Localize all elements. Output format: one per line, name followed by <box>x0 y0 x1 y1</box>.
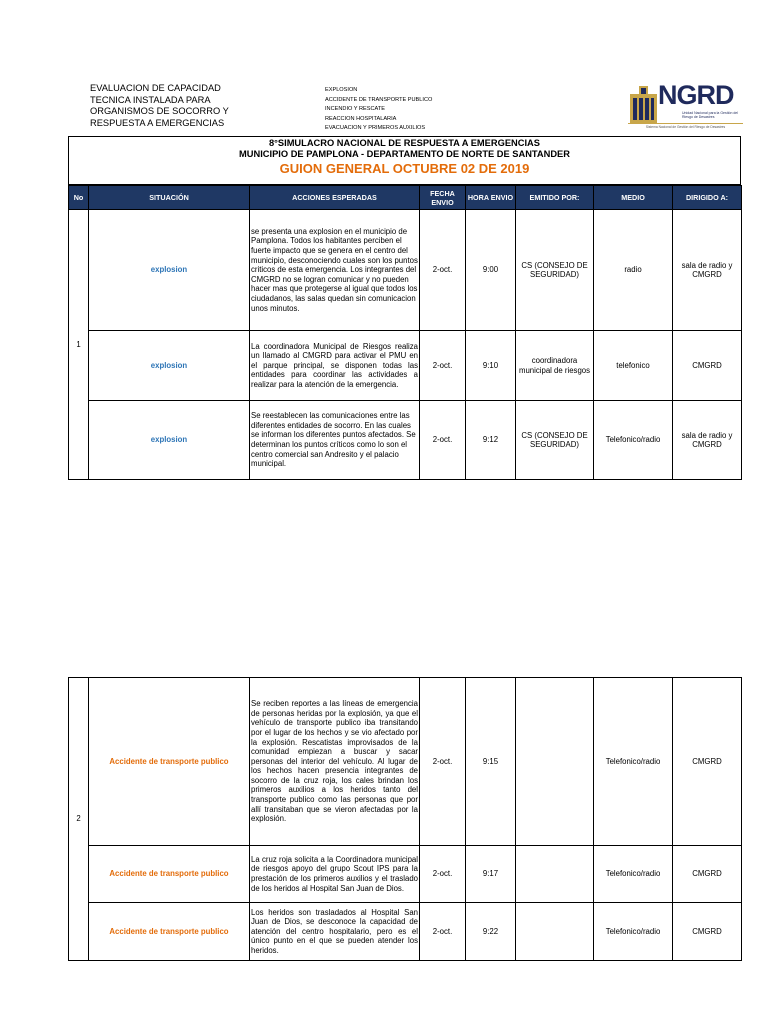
table-row <box>69 401 742 480</box>
issuer-cell <box>516 678 594 846</box>
evaluation-title-line: TECNICA INSTALADA PARA <box>90 94 211 105</box>
medium-cell: Telefonico/radio <box>594 846 673 903</box>
time-cell: 9:22 <box>466 903 516 961</box>
date-cell: 2-oct. <box>420 846 466 903</box>
scenario-item: REACCION HOSPITALARIA <box>325 115 397 122</box>
date-cell: 2-oct. <box>420 903 466 961</box>
recipient-cell: CMGRD <box>673 846 742 903</box>
column-header: SITUACIÓN <box>89 186 250 210</box>
time-cell: 9:17 <box>466 846 516 903</box>
situation-cell: explosion <box>89 331 250 401</box>
row-number: 2 <box>69 678 89 961</box>
scenario-item: EXPLOSION <box>325 87 358 93</box>
situation-cell: Accidente de transporte publico <box>89 903 250 961</box>
situation-cell: Accidente de transporte publico <box>89 846 250 903</box>
action-cell: La coordinadora Municipal de Riesgos realiza un llamado al CMGRD para activar el PMU en el parque principal, se disponen todas las entidades para coordinar las actividades a realizar para la atención de la emergencia. <box>250 331 420 401</box>
table-row <box>69 331 742 401</box>
ngrd-logo <box>628 82 743 132</box>
recipient-cell: CMGRD <box>673 903 742 961</box>
table-row <box>69 846 742 903</box>
script-title: GUION GENERAL OCTUBRE 02 DE 2019 <box>279 161 530 176</box>
logo-divider <box>628 123 743 124</box>
evaluation-title-line: EVALUACION DE CAPACIDAD <box>90 83 221 93</box>
column-header: DIRIGIDO A: <box>673 186 742 210</box>
time-cell: 9:15 <box>466 678 516 846</box>
date-cell: 2-oct. <box>420 210 466 331</box>
table-row <box>69 678 742 846</box>
recipient-cell: CMGRD <box>673 678 742 846</box>
script-table-group-2 <box>68 677 742 961</box>
action-cell: Se reestablecen las comunicaciones entre las diferentes entidades de socorro. En las cuales se informan los diferentes puntos afectados. Se determinan los puntos críticos como lo son el centro comercial san Andresito y el palacio municipal. <box>250 401 420 480</box>
time-cell: 9:00 <box>466 210 516 331</box>
action-cell: se presenta una explosion en el municipio de Pamplona. Todos los habitantes perciben el fuerte impacto que se genera en el centro del municipio, desconociendo cuales son los puntos criticos de esta emergencia. Los integrantes del CMGRD no se logran comunicar y no pueden hacer mas que protegerse al igual que todos los ciudadanos, las salas quedan sin comunicacion unos minutos. <box>250 210 420 331</box>
column-header: HORA ENVIO <box>466 186 516 210</box>
document-title-box <box>68 136 741 185</box>
action-cell: Se reciben reportes a las líneas de emergencia de personas heridas por la explosión, ya que el vehículo de transporte publico iba transitando por el lugar de los hechos y se vio afectado por la explosión. Rescatistas improvisados de la comunidad empiezan a buscar y sacar personas del interior del vehículo. Al lugar de los hechos hacen presencia integrantes de socorro de la cruz roja, los cales brindan los primeros auxilios a los heridos tanto del transporte publico como las personas que por allí transitaban que se vieron afectadas por la explosión. <box>250 678 420 846</box>
evaluation-title-block <box>90 83 280 129</box>
logo-subtitle: Unidad Nacional para la Gestión del Riesgo de Desastres <box>682 111 739 120</box>
time-cell: 9:10 <box>466 331 516 401</box>
time-cell: 9:12 <box>466 401 516 480</box>
table-header-row <box>69 186 742 210</box>
issuer-cell <box>516 846 594 903</box>
column-header: FECHA ENVIO <box>420 186 466 210</box>
issuer-cell: coordinadora municipal de riesgos <box>516 331 594 401</box>
date-cell: 2-oct. <box>420 331 466 401</box>
scenario-list <box>325 86 525 134</box>
scenario-item: ACCIDENTE DE TRANSPORTE PUBLICO <box>325 96 433 103</box>
column-header: No <box>69 186 89 210</box>
ngrd-emblem-icon <box>630 84 657 124</box>
situation-cell: explosion <box>89 210 250 331</box>
issuer-cell: CS (CONSEJO DE SEGURIDAD) <box>516 401 594 480</box>
action-cell: Los heridos son trasladados al Hospital San Juan de Dios, se desconoce la capacidad de atención del centro hospitalario, pero es el único punto en el que se pueden atender los heridos. <box>250 903 420 961</box>
medium-cell: telefonico <box>594 331 673 401</box>
action-cell: La cruz roja solicita a la Coordinadora municipal de riesgos apoyo del grupo Scout IPS para la prestación de los primeros auxilios y el traslado de los heridos al Hospital San Juan de Dios. <box>250 846 420 903</box>
evaluation-title-line: RESPUESTA A EMERGENCIAS <box>90 117 225 128</box>
column-header: MEDIO <box>594 186 673 210</box>
row-number: 1 <box>69 210 89 480</box>
table-row <box>69 903 742 961</box>
date-cell: 2-oct. <box>420 401 466 480</box>
column-header: EMITIDO POR: <box>516 186 594 210</box>
medium-cell: Telefonico/radio <box>594 678 673 846</box>
medium-cell: Telefonico/radio <box>594 903 673 961</box>
municipality-title: MUNICIPIO DE PAMPLONA - DEPARTAMENTO DE NORTE DE SANTANDER <box>239 149 570 159</box>
scenario-item: INCENDIO Y RESCATE <box>325 106 385 113</box>
date-cell: 2-oct. <box>420 678 466 846</box>
column-header: ACCIONES ESPERADAS <box>250 186 420 210</box>
issuer-cell <box>516 903 594 961</box>
scenario-item: EVACUACION Y PRIMEROS AUXILIOS <box>325 125 426 132</box>
drill-title: 8°SIMULACRO NACIONAL DE RESPUESTA A EMERGENCIAS <box>269 138 540 148</box>
logo-footer: Sistema Nacional de Gestión del Riesgo de Desastres <box>645 125 726 129</box>
issuer-cell: CS (CONSEJO DE SEGURIDAD) <box>516 210 594 331</box>
medium-cell: Telefonico/radio <box>594 401 673 480</box>
evaluation-title-line: ORGANISMOS DE SOCORRO Y <box>90 106 229 116</box>
script-table-group-1 <box>68 185 742 480</box>
recipient-cell: sala de radio y CMGRD <box>673 210 742 331</box>
medium-cell: radio <box>594 210 673 331</box>
recipient-cell: CMGRD <box>673 331 742 401</box>
recipient-cell: sala de radio y CMGRD <box>673 401 742 480</box>
situation-cell: explosion <box>89 401 250 480</box>
logo-wordmark: NGRD <box>658 80 734 110</box>
table-row <box>69 210 742 331</box>
situation-cell: Accidente de transporte publico <box>89 678 250 846</box>
